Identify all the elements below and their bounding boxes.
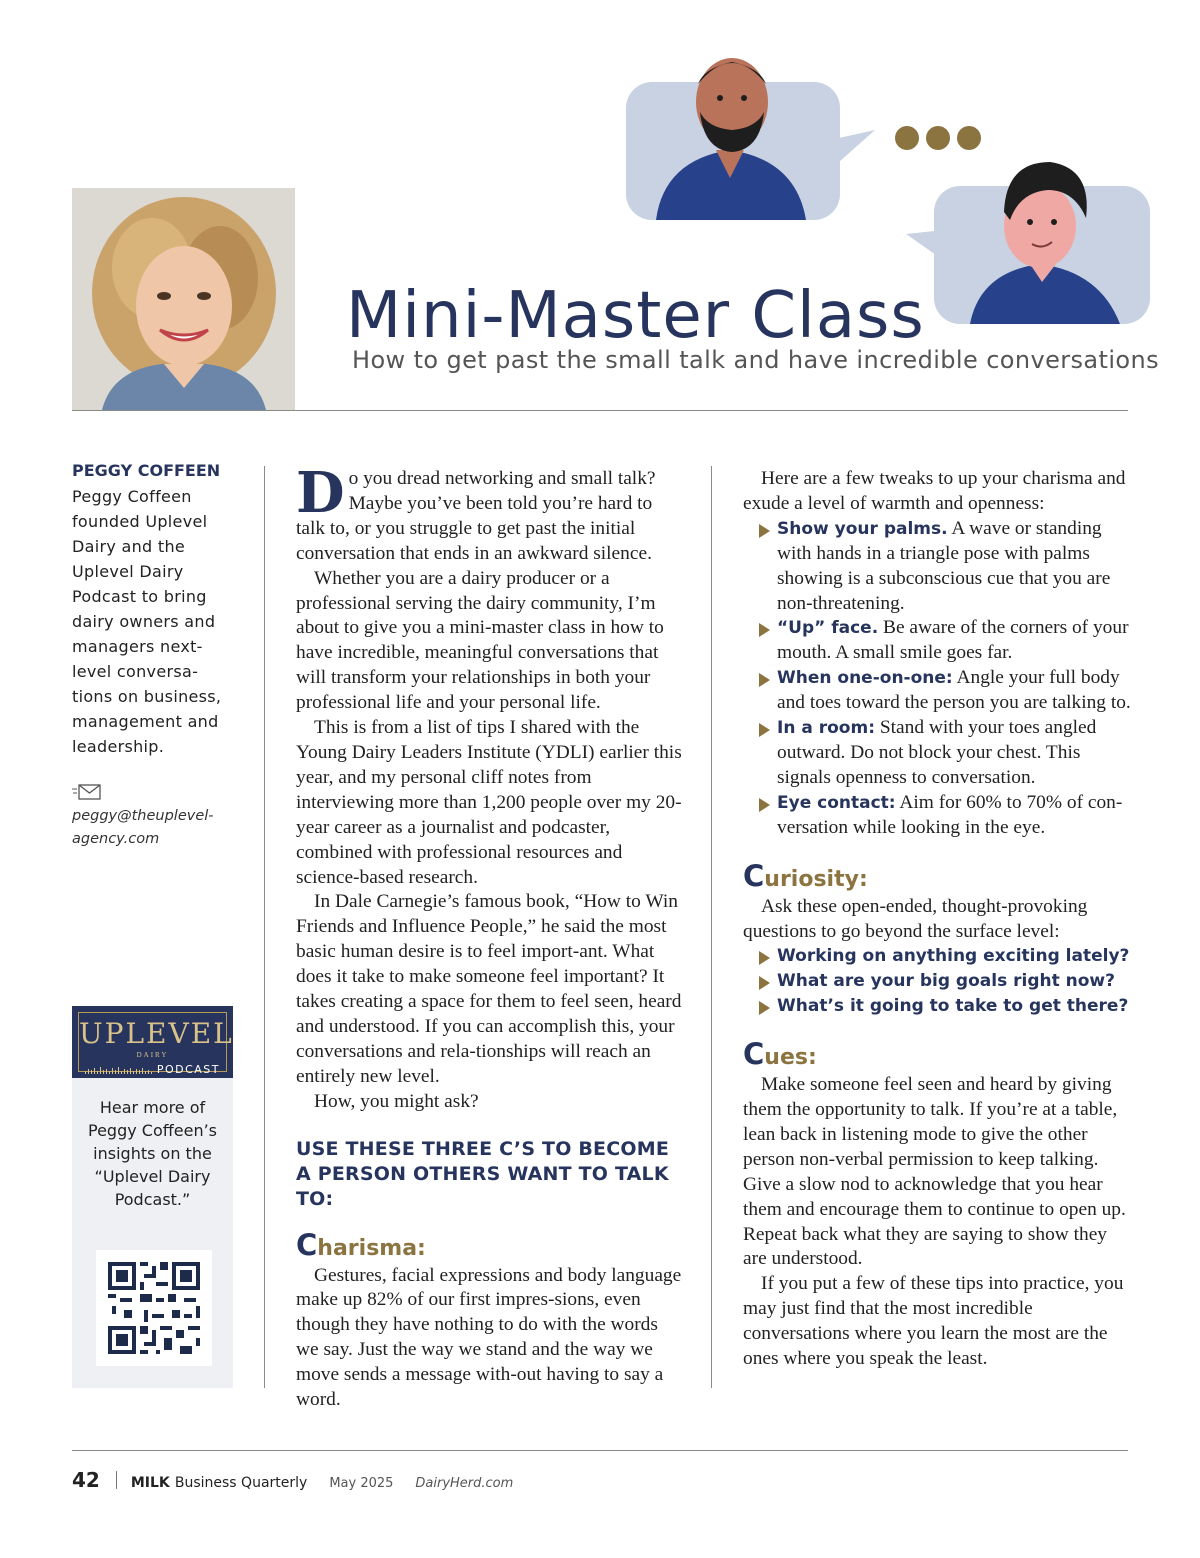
podcast-promo-text: Hear more of Peggy Coffeen’s insights on the “Uplevel Dairy Podcast.” <box>87 1098 218 1209</box>
list-item: “Up” face. Be aware of the corners of your mouth. A small smile goes far. <box>759 616 1131 666</box>
issue-date: May 2025 <box>329 1476 394 1491</box>
footer-divider <box>72 1450 1128 1451</box>
author-sidebar <box>72 460 232 851</box>
cues-heading: Cues: <box>743 1037 817 1072</box>
article-intro: Do you dread networking and small talk? Maybe you’ve been told you’re hard to talk to, or you struggle to get past the initial conversation that ends in an awkward silence. <box>296 460 656 564</box>
list-item: When one-on-one: Angle your full body and toes toward the person you are talking to. <box>759 666 1131 716</box>
arrow-bullet-icon <box>759 673 770 687</box>
arrow-bullet-icon <box>759 623 770 637</box>
charisma-heading: Charisma: <box>296 1227 426 1262</box>
curiosity-text: Ask these open-ended, thought-provoking questions to go beyond the surface level: <box>743 895 1088 942</box>
article-column-1 <box>296 460 684 1413</box>
section-heading: USE THESE THREE C’S TO BECOME A PERSON OTHERS WANT TO TALK TO: <box>296 1137 670 1210</box>
author-email[interactable]: peggy@theuplevel-agency.com <box>72 808 214 847</box>
podcast-logo-tag: PODCAST <box>156 1063 220 1076</box>
podcast-logo <box>72 1006 233 1078</box>
author-name: PEGGY COFFEEN <box>72 461 221 480</box>
page-subtitle: How to get past the small talk and have incredible conversations <box>352 346 1160 374</box>
arrow-bullet-icon <box>759 1001 770 1015</box>
article-paragraph: How, you might ask? <box>314 1090 479 1112</box>
article-paragraph: Whether you are a dairy producer or a professional serving the dairy community, I’m about to give you a mini-master class in how to have incredible, meaningful conversations that will transform your relationships in both your professional life and your personal life. <box>296 567 664 714</box>
cues-text: Make someone feel seen and heard by giving them the opportunity to talk. If you’re at a table, lean back in listening mode to give the other person non-verbal permission to keep talking. Give a slow nod to acknowledge that you hear them and encourage them to continue to open up. Repeat back what they are saying to show they are understood. <box>743 1074 1126 1270</box>
charisma-text: Gestures, facial expressions and body language make up 82% of our first impres-sions, even though they have nothing to do with the words we say. Just the way we stand and the way we move sends a message with-out having to say a word. <box>296 1264 682 1411</box>
header-divider <box>72 410 1128 411</box>
website-link[interactable]: DairyHerd.com <box>415 1476 514 1491</box>
page-footer <box>72 1468 513 1492</box>
article-column-2 <box>743 467 1131 1372</box>
qr-code[interactable] <box>96 1250 212 1366</box>
list-item: In a room: Stand with your toes angled outward. Do not block your chest. This signals openness to conversation. <box>759 716 1131 791</box>
arrow-bullet-icon <box>759 951 770 965</box>
page-number: 42 <box>72 1468 100 1492</box>
author-photo <box>72 188 295 410</box>
column-divider-left <box>264 466 265 1388</box>
closing-paragraph: If you put a few of these tips into practice, you may just find that the most incredible conversations where you learn the most are the ones where you speak the least. <box>743 1273 1124 1370</box>
arrow-bullet-icon <box>759 798 770 812</box>
podcast-promo <box>72 1006 233 1388</box>
podcast-logo-subtitle: DAIRY <box>136 1051 169 1059</box>
magazine-name: MILK <box>130 1475 170 1491</box>
list-item: Working on anything exciting lately? <box>759 944 1131 969</box>
podcast-logo-title: UPLEVEL <box>79 1017 234 1050</box>
curiosity-questions <box>743 944 1131 1019</box>
list-item: What’s it going to take to get there? <box>759 994 1131 1019</box>
column-divider-right <box>711 466 712 1388</box>
arrow-bullet-icon <box>759 723 770 737</box>
page-title: Mini-Master Class <box>346 278 925 353</box>
article-paragraph: In Dale Carnegie’s famous book, “How to Win Friends and Influence People,” he said the most basic human desire is to feel import-ant. What does it take to make someone feel important? It takes creating a space for them to feel seen, heard and understood. If you can accomplish this, your conversations and rela-tionships will reach an entirely new level. <box>296 891 682 1087</box>
drop-cap: D <box>296 460 345 526</box>
mail-icon <box>72 783 102 801</box>
charisma-intro: Here are a few tweaks to up your charisma and exude a level of warmth and openness: <box>743 468 1126 514</box>
article-paragraph: This is from a list of tips I shared with the Young Dairy Leaders Institute (YDLI) earlier this year, and my personal cliff notes from interviewing more than 1,200 people over my 20-year career as a journalist and podcaster, combined with professional resources and science-based research. <box>296 717 682 888</box>
arrow-bullet-icon <box>759 524 770 538</box>
charisma-tips <box>743 517 1131 841</box>
list-item: Eye contact: Aim for 60% to 70% of con-versation while looking in the eye. <box>759 791 1131 841</box>
footer-separator <box>116 1471 117 1489</box>
soundwave-icon <box>85 1066 155 1074</box>
magazine-subtitle: Business Quarterly <box>174 1475 308 1491</box>
list-item: What are your big goals right now? <box>759 969 1131 994</box>
author-bio: Peggy Coffeen founded Uplevel Dairy and the Uplevel Dairy Podcast to bring dairy owners and managers next-level conversa-tions on business, management and leadership. <box>72 487 222 756</box>
list-item: Show your palms. A wave or standing with hands in a triangle pose with palms showing is a subconscious cue that you are non-threatening. <box>759 517 1131 617</box>
curiosity-heading: Curiosity: <box>743 858 868 893</box>
arrow-bullet-icon <box>759 976 770 990</box>
